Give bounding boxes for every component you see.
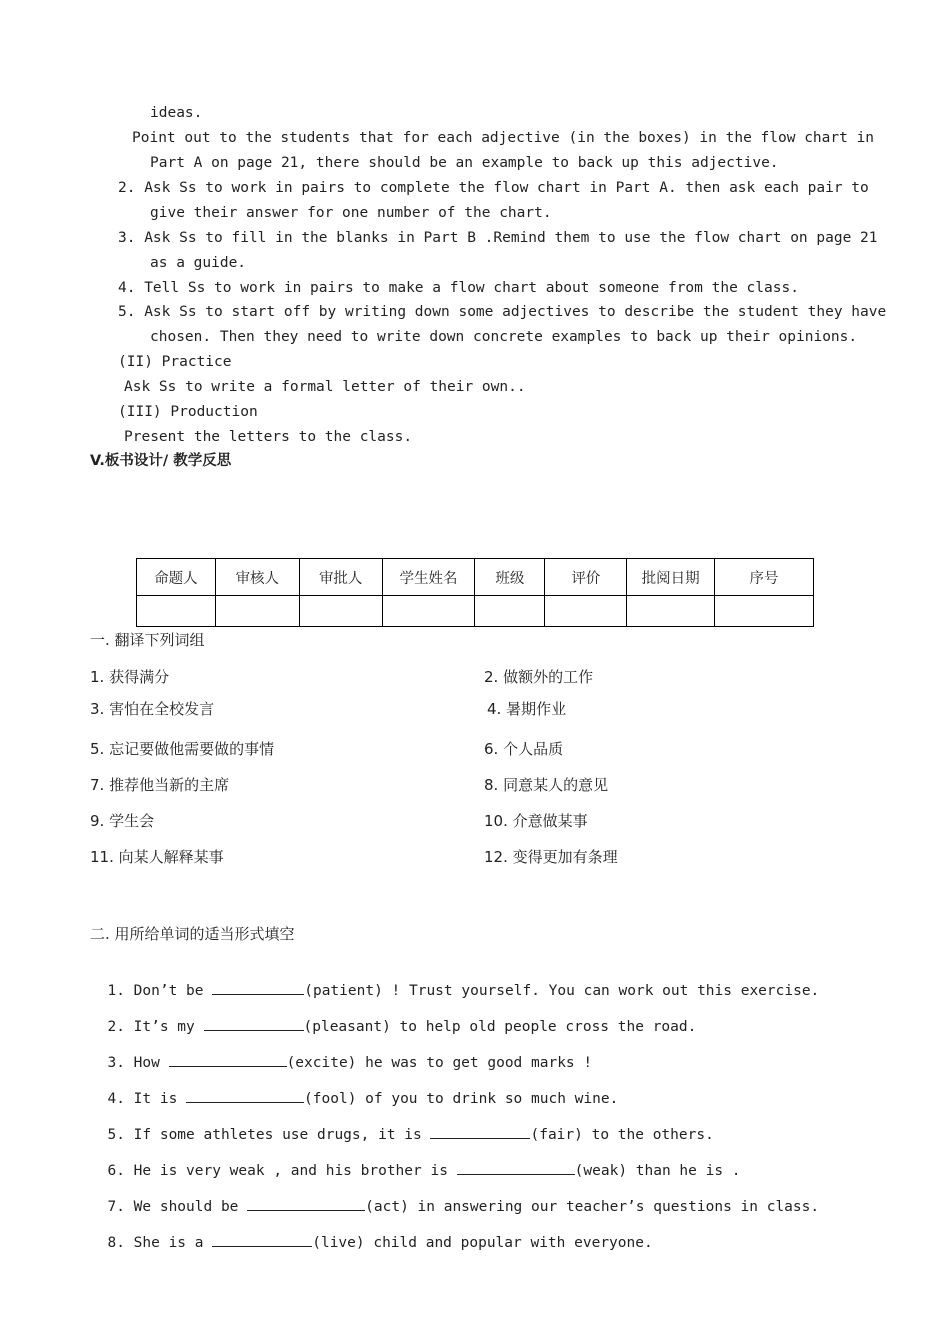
fill-item-prefix: 1. Don’t be [107, 983, 213, 999]
fill-item-prefix: 3. How [107, 1055, 169, 1071]
fill-item [90, 1104, 714, 1145]
header-cell: 命题人 [137, 559, 216, 596]
blank-cell[interactable] [545, 596, 627, 627]
fill-item-prefix: 5. If some athletes use drugs, it is [107, 1127, 431, 1143]
step-text-line: as a guide. [150, 255, 247, 271]
blank-cell[interactable] [475, 596, 545, 627]
fill-item-prefix: 6. He is very weak , and his brother is [107, 1163, 457, 1179]
info-table [136, 558, 814, 627]
header-cell: 评价 [545, 559, 627, 596]
answer-blank[interactable] [247, 1196, 365, 1211]
fill-item [90, 1140, 741, 1181]
info-table-blank-row [137, 596, 814, 627]
blank-cell[interactable] [215, 596, 299, 627]
header-cell: 审批人 [299, 559, 382, 596]
fill-item-hint: (weak) than he is . [574, 1163, 741, 1179]
answer-blank[interactable] [430, 1124, 530, 1139]
fill-item-prefix: 4. It is [107, 1091, 187, 1107]
fill-item-prefix: 7. We should be [107, 1199, 248, 1215]
fill-item-hint: (patient) ! Trust yourself. You can work out this exercise. [304, 983, 820, 999]
phrase-item: 12. 变得更加有条理 [484, 848, 618, 866]
step-text-line: Part A on page 21, there should be an example to back up this adjective. [150, 155, 779, 171]
fill-item-prefix: 2. It’s my [107, 1019, 204, 1035]
header-cell: 班级 [475, 559, 545, 596]
fill-item [90, 1032, 592, 1073]
phrase-item: 10. 介意做某事 [484, 812, 588, 830]
fill-item-hint: (excite) he was to get good marks ! [286, 1055, 593, 1071]
phrase-item: 1. 获得满分 [90, 668, 170, 686]
practice-text: Ask Ss to write a formal letter of their own.. [124, 379, 526, 395]
section-v-title: V.板书设计/ 教学反思 [90, 453, 232, 469]
fill-item-hint: (pleasant) to help old people cross the road. [303, 1019, 697, 1035]
phrase-item: 5. 忘记要做他需要做的事情 [90, 740, 275, 758]
production-text: Present the letters to the class. [124, 429, 413, 445]
fill-item-hint: (fair) to the others. [530, 1127, 714, 1143]
practice-heading: (II) Practice [118, 354, 232, 370]
answer-blank[interactable] [169, 1052, 287, 1067]
step-text-line: 4. Tell Ss to work in pairs to make a flow chart about someone from the class. [118, 280, 799, 296]
blank-cell[interactable] [137, 596, 216, 627]
fill-item-hint: (live) child and popular with everyone. [312, 1235, 653, 1251]
step-text-line: 5. Ask Ss to start off by writing down some adjectives to describe the student they have [118, 304, 887, 320]
header-cell: 学生姓名 [382, 559, 475, 596]
phrase-item: 2. 做额外的工作 [484, 668, 594, 686]
header-cell: 批阅日期 [627, 559, 715, 596]
blank-cell[interactable] [715, 596, 814, 627]
production-heading: (III) Production [118, 404, 258, 420]
fill-item [90, 1068, 618, 1109]
fill-item [90, 1176, 819, 1217]
fill-item [90, 1212, 653, 1253]
header-cell: 序号 [715, 559, 814, 596]
blank-cell[interactable] [627, 596, 715, 627]
phrase-item: 6. 个人品质 [484, 740, 564, 758]
step-text-line: 2. Ask Ss to work in pairs to complete the flow chart in Part A. then ask each pair to [118, 180, 869, 196]
fill-item-hint: (act) in answering our teacher’s questions in class. [365, 1199, 820, 1215]
part2-title: 二. 用所给单词的适当形式填空 [90, 925, 295, 943]
blank-cell[interactable] [382, 596, 475, 627]
phrase-item: 9. 学生会 [90, 812, 155, 830]
part1-title: 一. 翻译下列词组 [90, 631, 205, 649]
step-text-line: ideas. [150, 105, 203, 121]
step-text-line: give their answer for one number of the chart. [150, 205, 552, 221]
phrase-item: 3. 害怕在全校发言 [90, 700, 215, 718]
phrase-item: 4. 暑期作业 [487, 700, 567, 718]
fill-item-hint: (fool) of you to drink so much wine. [304, 1091, 619, 1107]
answer-blank[interactable] [212, 980, 304, 995]
fill-item [90, 996, 696, 1037]
step-text-line: Point out to the students that for each adjective (in the boxes) in the flow chart in [132, 130, 875, 146]
step-text-line: 3. Ask Ss to fill in the blanks in Part B .Remind them to use the flow chart on page 21 [118, 230, 878, 246]
answer-blank[interactable] [186, 1088, 304, 1103]
info-table-header-row [137, 559, 814, 596]
header-cell: 审核人 [215, 559, 299, 596]
answer-blank[interactable] [457, 1160, 575, 1175]
fill-item [90, 960, 819, 1001]
blank-cell[interactable] [299, 596, 382, 627]
phrase-item: 8. 同意某人的意见 [484, 776, 609, 794]
answer-blank[interactable] [212, 1232, 312, 1247]
step-text-line: chosen. Then they need to write down concrete examples to back up their opinions. [150, 329, 858, 345]
phrase-item: 11. 向某人解释某事 [90, 848, 224, 866]
phrase-item: 7. 推荐他当新的主席 [90, 776, 230, 794]
answer-blank[interactable] [204, 1016, 304, 1031]
fill-item-prefix: 8. She is a [107, 1235, 213, 1251]
